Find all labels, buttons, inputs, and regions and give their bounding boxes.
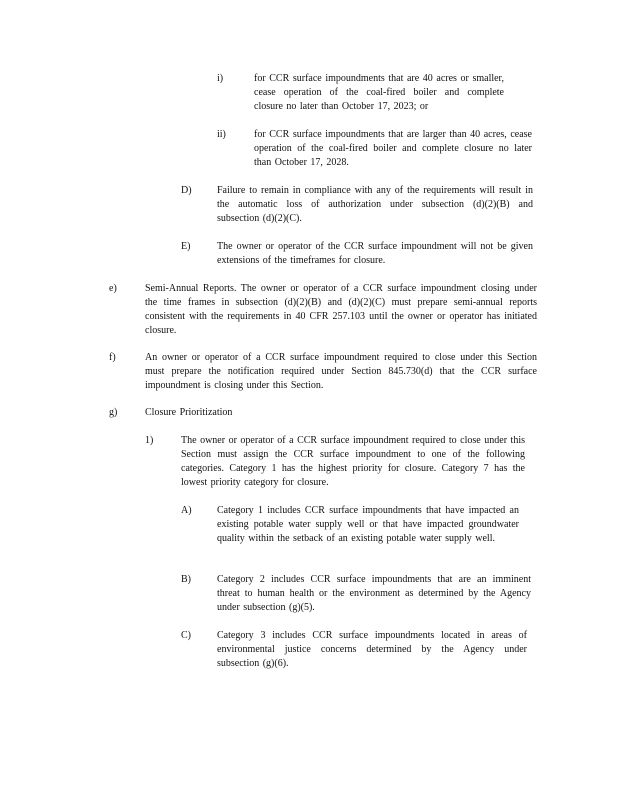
item-label: E) [181,241,191,252]
item-text: Category 1 includes CCR surface impoundments that have impacted an existing potable water supply well or that have impacted groundwater quality within the setback of an existing potable water supply well. [217,505,519,544]
item-text: The owner or operator of a CCR surface impoundment required to close under this Section must assign the CCR surface impoundment to one of the following categories. Category 1 has the highest priority for closure. Category 7 has the lowest priority category for closure. [181,435,525,488]
item-text: The owner or operator of the CCR surface impoundment will not be given extensions of the timeframes for closure. [217,241,533,266]
item-label: i) [217,73,224,84]
item-label: A) [181,505,192,516]
item-label: 1) [145,435,154,446]
item-text: Failure to remain in compliance with any of the requirements will result in the automatic loss of authorization under subsection (d)(2)(B) and subsection (d)(2)(C). [217,185,533,224]
item-text: for CCR surface impoundments that are larger than 40 acres, cease operation of the coal-fired boiler and complete closure no later than October 17, 2028. [254,129,532,168]
item-text: Semi-Annual Reports. The owner or operator of a CCR surface impoundment closing under the time frames in subsection (d)(2)(B) and (d)(2)(C) must prepare semi-annual reports consistent with the requirements in 40 CFR 257.103 until the owner or operator has initiated closure. [145,283,537,336]
section-heading: Closure Prioritization [145,407,233,418]
item-label: ii) [217,129,226,140]
item-label: D) [181,185,192,196]
item-text: Category 3 includes CCR surface impoundments located in areas of environmental justice concerns determined by the Agency under subsection (g)(6). [217,630,527,669]
item-label: B) [181,574,191,585]
item-text: for CCR surface impoundments that are 40 acres or smaller, cease operation of the coal-fired boiler and complete closure no later than October 17, 2023; or [254,73,504,112]
item-label: f) [109,352,116,363]
item-text: Category 2 includes CCR surface impoundments that are an imminent threat to human health or the environment as determined by the Agency under subsection (g)(5). [217,574,531,613]
item-label: e) [109,283,117,294]
item-label: g) [109,407,118,418]
item-label: C) [181,630,191,641]
item-text: An owner or operator of a CCR surface impoundment required to close under this Section must prepare the notification required under Section 845.730(d) that the CCR surface impoundment is closing under this Section. [145,352,537,391]
